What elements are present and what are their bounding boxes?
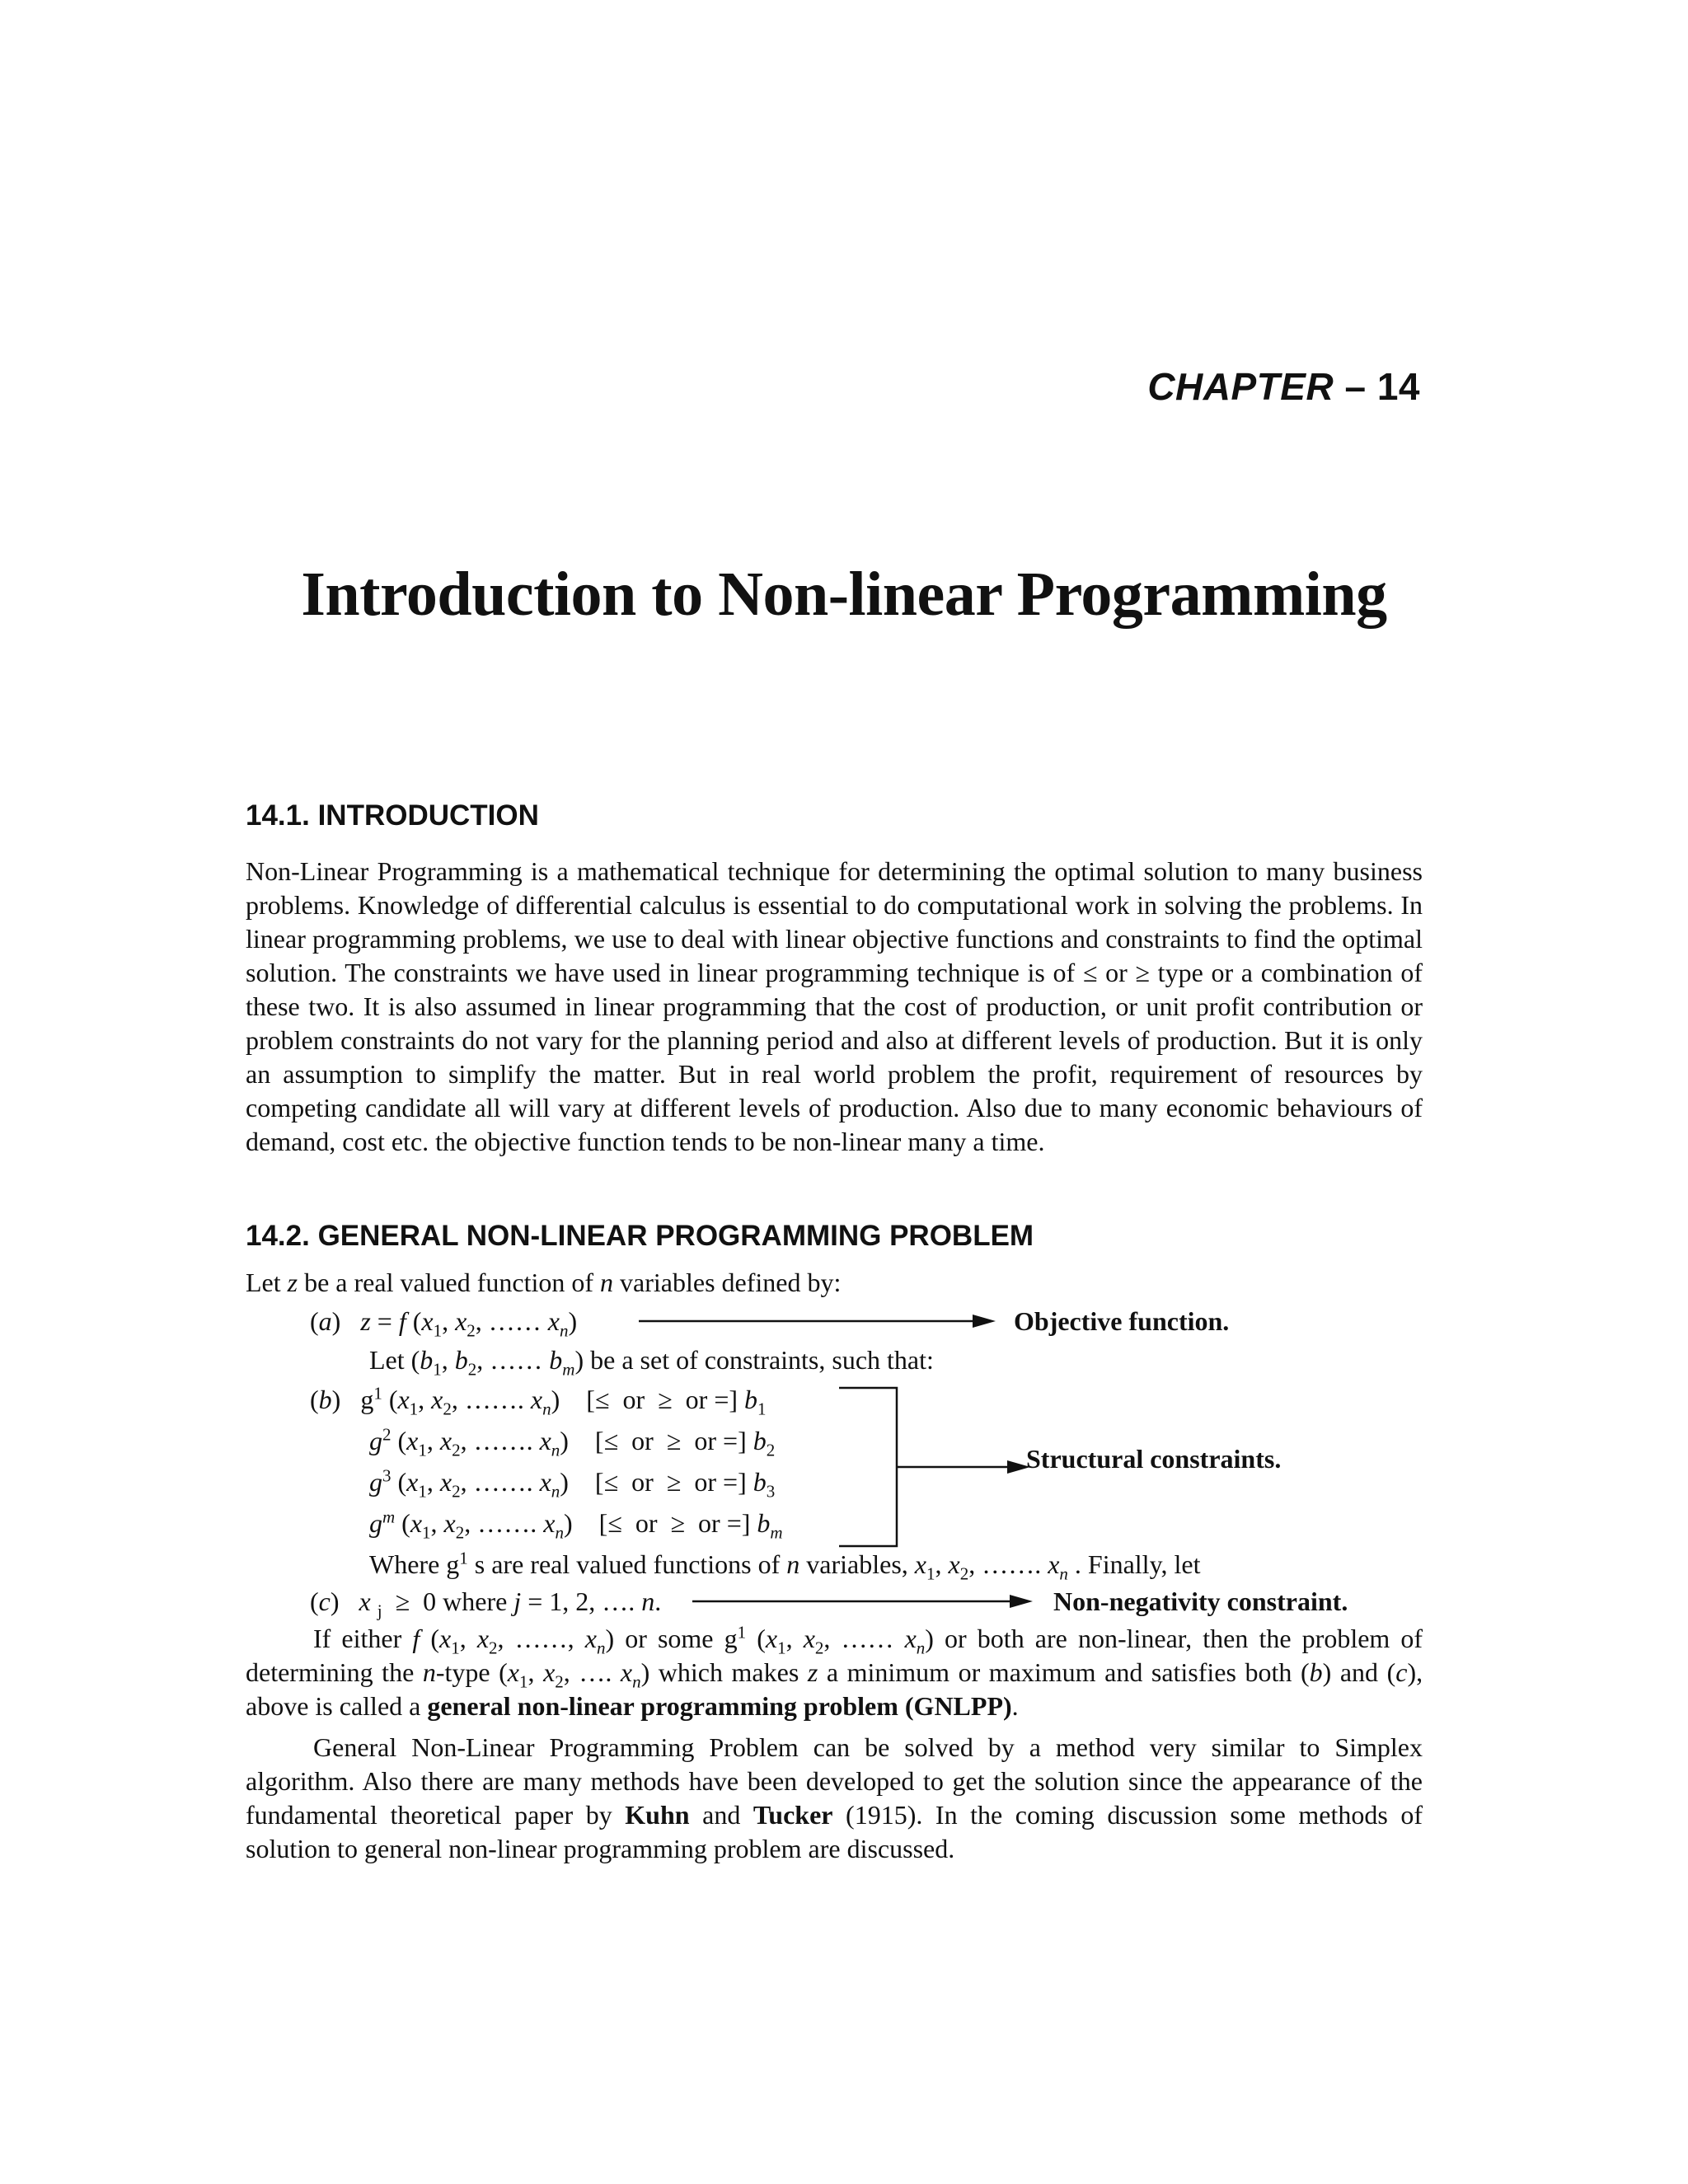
- nonnegativity-expression: (c) x $_j$ ≥ 0 where j = 1, 2, …. n.: [310, 1586, 662, 1621]
- nonnegativity-label: Non-negativity constraint.: [1053, 1586, 1348, 1616]
- objective-arrow: [635, 1311, 997, 1331]
- chapter-number: 14: [1376, 365, 1420, 408]
- section-heading-gnlpp: 14.2. GENERAL NON-LINEAR PROGRAMMING PROBLEM: [246, 1220, 1034, 1252]
- nonnegativity-arrow: [688, 1591, 1034, 1611]
- solution-methods-paragraph: General Non-Linear Programming Problem can be solved by a method very similar to Simplex algorithm. Also there are many methods have been developed to get the solution since the appearance of the fundamental theoretical paper by Kuhn and Tucker (1915). In the coming discussion some methods of solution to general non-linear programming problem are discussed.: [246, 1732, 1423, 1863]
- objective-function-label: Objective function.: [1014, 1306, 1230, 1336]
- section-heading-introduction: 14.1. INTRODUCTION: [246, 799, 539, 832]
- constraint-m: $g^m$ ($x_1$, $x_2$, ……. $x_n$) [≤ or ≥ or =] $b_m$: [369, 1507, 783, 1543]
- constraint-3: $g^3$ ($x_1$, $x_2$, ……. $x_n$) [≤ or ≥ or =] $b_3$: [369, 1465, 776, 1502]
- chapter-label: [1147, 364, 1420, 409]
- tucker-name: Tucker: [753, 1800, 833, 1830]
- chapter-word: CHAPTER: [1147, 365, 1334, 408]
- gnlpp-definition-paragraph: If either f ($x_1$, $x_2$, ……, $x_n$) or some $g^1$ ($x_1$, $x_2$, …… $x_n$) or both are non-linear, then the problem of determining the n-type ($x_1$, $x_2$, …. $x_n$) which makes z a minimum or maximum and satisfies both (b) and (c), above is called a general non-linear programming problem (GNLPP).: [246, 1622, 1423, 1721]
- page-title: Introduction to Non-linear Programming: [301, 560, 1387, 629]
- constraint-2: $g^2$ ($x_1$, $x_2$, ……. $x_n$) [≤ or ≥ or =] $b_2$: [369, 1424, 776, 1460]
- definition-intro: Let z be a real valued function of n variables defined by:: [246, 1268, 842, 1297]
- intro-paragraph: Non-Linear Programming is a mathematical technique for determining the optimal solution to many business problems. Knowledge of differential calculus is essential to do computational work in solving the problems. In linear programming problems, we use to deal with linear objective functions and constraints to find the optimal solution. The constraints we have used in linear programming technique is of ≤ or ≥ type or a combination of these two. It is also assumed in linear programming that the cost of production, or unit profit contribution or problem constraints do not vary for the planning period and also at different levels of production. But it is only an assumption to simplify the matter. But in real world problem the profit, requirement of resources by competing candidate all will vary at different levels of production. Also due to many economic behaviours of demand, cost etc. the objective function tends to be non-linear many a time.: [246, 856, 1423, 1156]
- gnlpp-term: general non-linear programming problem (GNLPP): [427, 1691, 1012, 1721]
- structural-constraints-label: Structural constraints.: [1026, 1444, 1282, 1474]
- where-g-line: Where $g^1$ s are real valued functions of n variables, $x_1$, $x_2$, ……. $x_n$ . Finally, let: [369, 1548, 1201, 1584]
- constraint-1: (b) $g^1$ ($x_1$, $x_2$, ……. $x_n$) [≤ or ≥ or =] $b_1$: [310, 1383, 767, 1419]
- kuhn-name: Kuhn: [625, 1800, 690, 1830]
- objective-expression: (a) z = f ($x_1$, $x_2$, …… $x_n$): [310, 1306, 578, 1341]
- constraints-intro: Let ($b_1$, $b_2$, …… $b_m$) be a set of constraints, such that:: [369, 1345, 934, 1380]
- structural-bracket: [837, 1385, 1034, 1549]
- chapter-dash: –: [1344, 365, 1367, 408]
